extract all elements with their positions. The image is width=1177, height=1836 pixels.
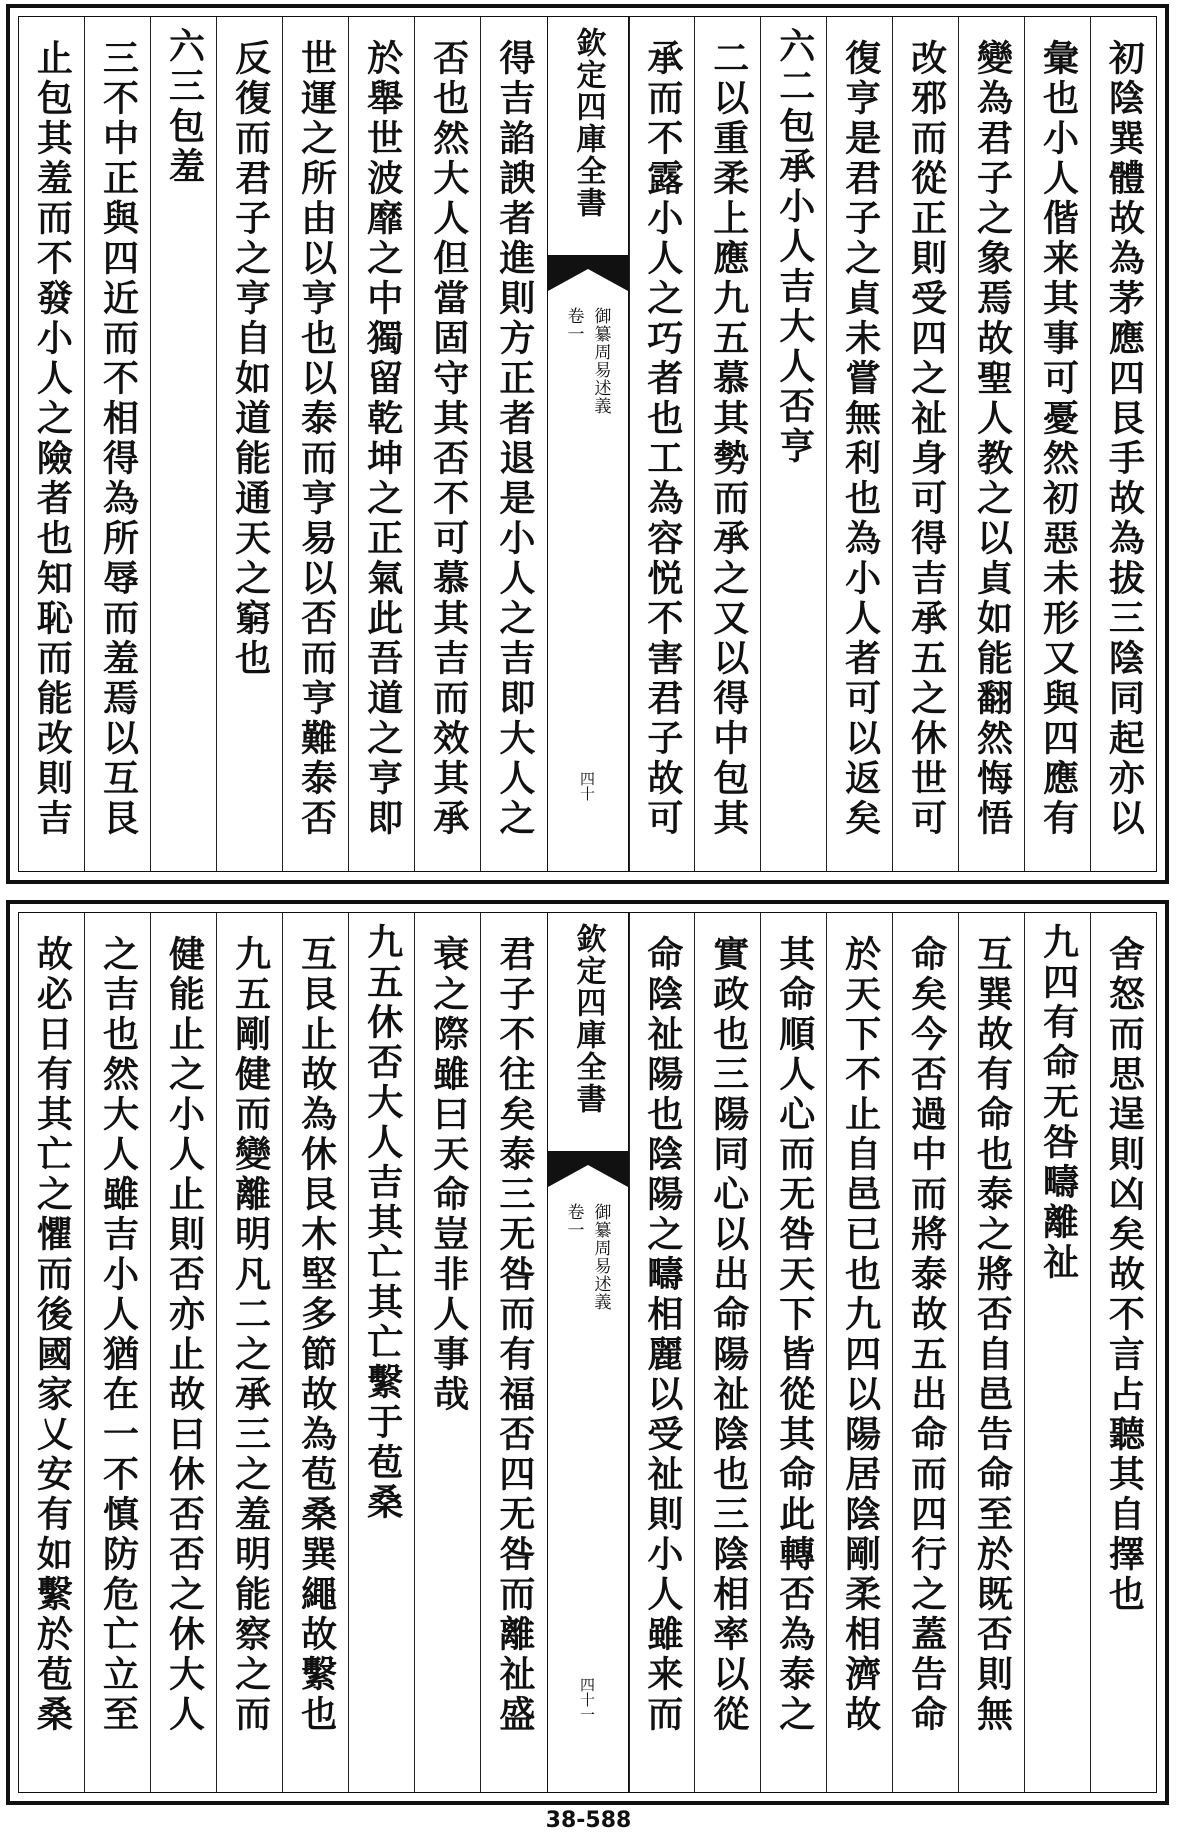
text-line: 承而不露小人之巧者也工為容悦不害君子故可 — [641, 39, 684, 839]
text-column — [282, 913, 348, 1792]
volume-label: 卷一 — [563, 307, 584, 343]
text-column — [958, 913, 1024, 1792]
text-line: 命矣今否過中而將泰故五出命而四行之蓋告命 — [905, 935, 948, 1735]
text-line: 反復而君子之亨自如道能通天之窮也 — [229, 39, 272, 679]
page-bottom — [6, 900, 1169, 1805]
text-column — [414, 17, 480, 871]
collection-title: 欽定四庫全書 — [570, 27, 606, 219]
text-column — [694, 17, 760, 871]
right-half-columns — [629, 913, 1157, 1792]
text-column — [480, 913, 546, 1792]
collection-title: 欽定四庫全書 — [570, 923, 606, 1115]
text-line: 變為君子之象焉故聖人教之以貞如能翻然悔悟 — [971, 39, 1014, 839]
hexagram-line-heading: 九五休否大人吉其亡其亡繫于苞桑 — [361, 923, 404, 1523]
center-gutter — [547, 17, 629, 871]
hexagram-line-heading: 九四有命无咎疇離祉 — [1037, 923, 1080, 1283]
text-column — [629, 17, 695, 871]
text-column — [958, 17, 1024, 871]
right-half-columns — [629, 17, 1157, 871]
fishtail-mark-icon — [548, 255, 628, 291]
text-line: 否也然大人但當固守其否不可慕其吉而效其承 — [427, 39, 470, 839]
text-line: 互艮止故為休艮木堅多節故為苞桑巽繩故繫也 — [295, 935, 338, 1735]
text-line: 舍怒而思逞則凶矣故不言占聽其自擇也 — [1103, 935, 1146, 1615]
text-column — [150, 913, 216, 1792]
page-frame — [18, 912, 1157, 1793]
text-column — [216, 17, 282, 871]
text-column — [282, 17, 348, 871]
text-line: 命陰祉陽也陰陽之疇相麗以受祉則小人雖来而 — [641, 935, 684, 1735]
text-column — [84, 17, 150, 871]
text-line: 初陰巽體故為茅應四艮手故為拔三陰同起亦以 — [1103, 39, 1146, 839]
text-column — [216, 913, 282, 1792]
text-column — [480, 17, 546, 871]
text-column — [694, 913, 760, 1792]
book-info — [562, 1203, 614, 1311]
text-line: 健能止之小人止則否亦止故曰休否否之休大人 — [163, 935, 206, 1735]
text-line: 彙也小人偕来其事可憂然初惡未形又與四應有 — [1037, 39, 1080, 839]
text-line: 世運之所由以亨也以泰而亨易以否而亨難泰否 — [295, 39, 338, 839]
text-column — [1024, 17, 1090, 871]
text-column — [84, 913, 150, 1792]
text-column — [760, 17, 826, 871]
text-line: 於舉世波靡之中獨留乾坤之正氣此吾道之亨即 — [361, 39, 404, 839]
fishtail-mark-icon — [548, 1151, 628, 1187]
text-line: 三不中正與四近而不相得為所辱而羞焉以互艮 — [97, 39, 140, 839]
leaf-number: 四十一 — [578, 1677, 596, 1722]
text-column — [826, 17, 892, 871]
text-column — [1090, 17, 1156, 871]
text-line: 君子不往矣泰三无咎而有福否四无咎而離祉盛 — [493, 935, 536, 1735]
left-half-columns — [19, 17, 547, 871]
text-line: 得吉諂諛者進則方正者退是小人之吉即大人之 — [493, 39, 536, 839]
text-column — [348, 17, 414, 871]
page-frame — [18, 16, 1157, 872]
hexagram-line-heading: 六三包羞 — [163, 27, 206, 187]
text-line: 九五剛健而變離明凡二之承三之羞明能察之而 — [229, 935, 272, 1735]
text-line: 故必日有其亡之懼而後國家乂安有如繫於苞桑 — [31, 935, 74, 1735]
leaf-number: 四十 — [578, 771, 596, 801]
book-title: 御纂周易述義 — [590, 1203, 611, 1311]
text-column — [414, 913, 480, 1792]
page-number: 38-588 — [545, 1808, 632, 1833]
text-line: 止包其羞而不發小人之險者也知恥而能改則吉 — [31, 39, 74, 839]
volume-label: 卷一 — [563, 1203, 584, 1239]
text-column — [150, 17, 216, 871]
text-line: 互巽故有命也泰之將否自邑告命至於既否則無 — [971, 935, 1014, 1735]
text-column — [348, 913, 414, 1792]
text-line: 復亨是君子之貞未嘗無利也為小人者可以返矣 — [839, 39, 882, 839]
text-column — [826, 913, 892, 1792]
text-column — [19, 913, 84, 1792]
text-line: 二以重柔上應九五慕其勢而承之又以得中包其 — [707, 39, 750, 839]
text-column — [892, 913, 958, 1792]
book-title: 御纂周易述義 — [590, 307, 611, 415]
hexagram-line-heading: 六二包承小人吉大人否亨 — [773, 27, 816, 467]
left-half-columns — [19, 913, 547, 1792]
page-top — [6, 4, 1169, 884]
center-gutter — [547, 913, 629, 1792]
text-line: 於天下不止自邑已也九四以陽居陰剛柔相濟故 — [839, 935, 882, 1735]
text-line: 實政也三陽同心以出命陽祉陰也三陰相率以從 — [707, 935, 750, 1735]
text-line: 之吉也然大人雖吉小人猶在一不慎防危亡立至 — [97, 935, 140, 1735]
text-line: 改邪而從正則受四之祉身可得吉承五之休世可 — [905, 39, 948, 839]
text-column — [629, 913, 695, 1792]
text-line: 衰之際雖曰天命豈非人事哉 — [427, 935, 470, 1415]
text-column — [760, 913, 826, 1792]
book-info — [562, 307, 614, 415]
text-column — [1024, 913, 1090, 1792]
text-column — [892, 17, 958, 871]
text-column — [19, 17, 84, 871]
text-line: 其命順人心而无咎天下皆從其命此轉否為泰之 — [773, 935, 816, 1735]
text-column — [1090, 913, 1156, 1792]
